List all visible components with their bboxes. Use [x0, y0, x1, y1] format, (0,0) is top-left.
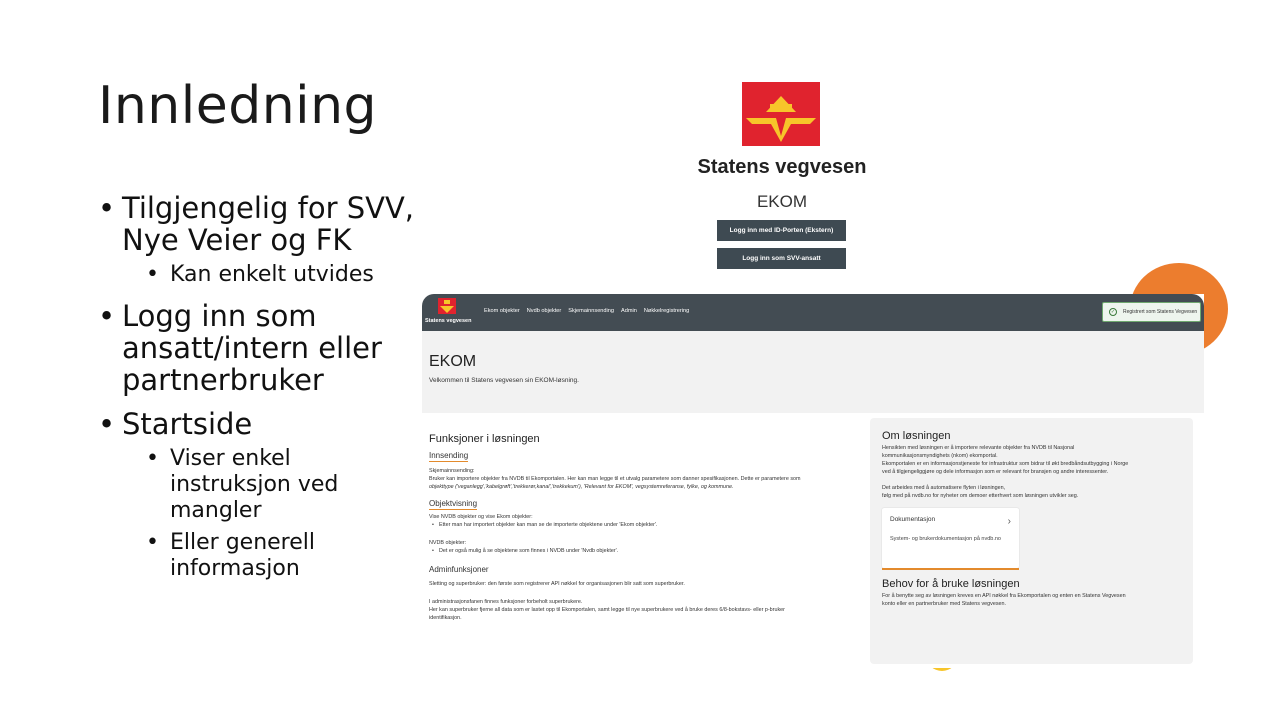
- objekt-li2: • Det er også mulig å se objektene som finnes i NVDB under 'Nvdb objekter'.: [429, 547, 869, 555]
- about-p4: ved å tilgjengeliggjøre og dele informasjon som er relevant for bransjen og andre interessenter.: [882, 469, 1109, 475]
- documentation-card[interactable]: [882, 508, 1019, 568]
- slide-title: Innledning: [98, 76, 378, 136]
- innsending-p1: Skjemainnsending:: [429, 468, 475, 474]
- check-circle-icon: ✓: [1110, 309, 1116, 315]
- app-nav: [484, 308, 689, 314]
- about-p6: følg med på nvdb.no for nyheter om demoer etterhvert som løsningen utvikler seg.: [882, 493, 1079, 499]
- about-p1: Hensikten med løsningen er å importere relevante objekter fra NVDB til Nasjonal: [882, 445, 1075, 451]
- about-panel: [870, 418, 1193, 664]
- doc-card-accent-line: [882, 568, 1019, 570]
- functions-section: [429, 433, 869, 622]
- nav-skjemainnsending[interactable]: Skjemainnsending: [568, 308, 614, 314]
- bullet-3-sub-1: • Viser enkel instruksjon ved mangler: [146, 446, 418, 524]
- admin-p4: identifikasjon.: [429, 615, 462, 621]
- nav-nokkelregistrering[interactable]: Nøkkelregistrering: [643, 308, 690, 314]
- hero-subtitle: Velkommen til Statens vegvesen sin EKOM-løsning.: [429, 377, 579, 384]
- nav-admin[interactable]: Admin: [621, 308, 637, 314]
- about-title: Om løsningen: [882, 430, 951, 442]
- registered-badge[interactable]: [1102, 302, 1201, 322]
- bullet-2: • Logg inn som ansatt/intern eller partnerbruker: [98, 300, 418, 396]
- admin-p3: Her kan superbruker fjerne all data som er lastet opp til Ekomportalen, samt legge til nye superbrukere ved å bruke deres 6/8-bokstavs- eller p-bruker: [429, 607, 785, 613]
- bullet-list: [98, 192, 418, 594]
- objekt-p1: Vise NVDB objekter og vise Ekom objekter:: [429, 514, 533, 520]
- about-p5: Det arbeides med å automatisere flyten i løsningen,: [882, 485, 1006, 491]
- bullet-1: • Tilgjengelig for SVV, Nye Veier og FK • Kan enkelt utvides: [98, 192, 418, 288]
- chevron-right-icon: ›: [1007, 516, 1011, 527]
- innsending-p3: objekttype ('veganlegg','kabelgrøft','trekkerør,kanal','trekkekum'), 'Relevant for EKOM', vegsystemreferanse, fylke, og kommune.: [429, 484, 734, 490]
- app-hero: [422, 331, 1204, 413]
- app-brand[interactable]: Statens vegvesen: [425, 318, 472, 324]
- admin-title: Adminfunksjoner: [429, 565, 489, 574]
- nav-ekom-objekter[interactable]: Ekom objekter: [484, 308, 520, 314]
- objekt-li1: • Etter man har importert objekter kan man se de importerte objektene under 'Ekom objekter'.: [429, 521, 869, 529]
- svv-logo-icon: [736, 82, 826, 146]
- hero-title: EKOM: [429, 353, 477, 370]
- need-title: Behov for å bruke løsningen: [882, 578, 1020, 590]
- bullet-1-sub-1: • Kan enkelt utvides: [146, 262, 418, 288]
- need-p2: konto eller en partnerbruker med Statens vegvesen.: [882, 601, 1007, 607]
- bullet-3-sub-2: • Eller generell informasjon: [146, 530, 418, 582]
- need-p1: For å benytte seg av løsningen kreves en API nøkkel fra Ekomportalen og enten en Statens Vegvesen: [882, 593, 1126, 599]
- doc-card-title: Dokumentasjon: [890, 516, 936, 523]
- admin-p1: Sletting og superbruker: den første som registrerer API nøkkel for organisasjonen blir satt som superbruker.: [429, 581, 685, 587]
- svv-small-logo-icon[interactable]: [436, 298, 458, 314]
- bullet-3: • Startside • Viser enkel instruksjon ved mangler • Eller generell informasjon: [98, 408, 418, 582]
- objektvisning-title: Objektvisning: [429, 499, 478, 508]
- about-p2: kommunikasjonsmyndighets (nkom) ekomportal.: [882, 453, 998, 459]
- ekom-app-screenshot: [422, 294, 1204, 668]
- nav-nvdb-objekter[interactable]: Nvdb objekter: [526, 308, 562, 314]
- registered-text: Registrert som Statens Vegvesen: [1123, 309, 1198, 315]
- login-brand-name: Statens vegvesen: [697, 156, 867, 178]
- innsending-p2: Bruker kan importere objekter fra NVDB til Ekomportalen. Her kan man legge til et utvalg parametere som danner spesifikasjonen. Dette er parametere som: [429, 476, 801, 482]
- doc-card-subtitle: System- og brukerdokumentasjon på nvdb.no: [890, 536, 1001, 542]
- objekt-p2: NVDB objekter:: [429, 540, 467, 546]
- login-idporten-button[interactable]: Logg inn med ID-Porten (Ekstern): [717, 220, 846, 241]
- login-app-name: EKOM: [756, 192, 808, 211]
- innsending-title: Innsending: [429, 451, 469, 460]
- admin-p2: I administrasjonsfanen finnes funksjoner forbeholt superbrukere.: [429, 599, 583, 605]
- functions-title: Funksjoner i løsningen: [429, 433, 540, 445]
- about-p3: Ekomportalen er en informasjonstjeneste for infrastruktur som bidrar til økt bredbåndsutbygging i Norge: [882, 461, 1129, 467]
- app-topbar: [422, 294, 1204, 331]
- login-svv-button[interactable]: Logg inn som SVV-ansatt: [717, 248, 846, 269]
